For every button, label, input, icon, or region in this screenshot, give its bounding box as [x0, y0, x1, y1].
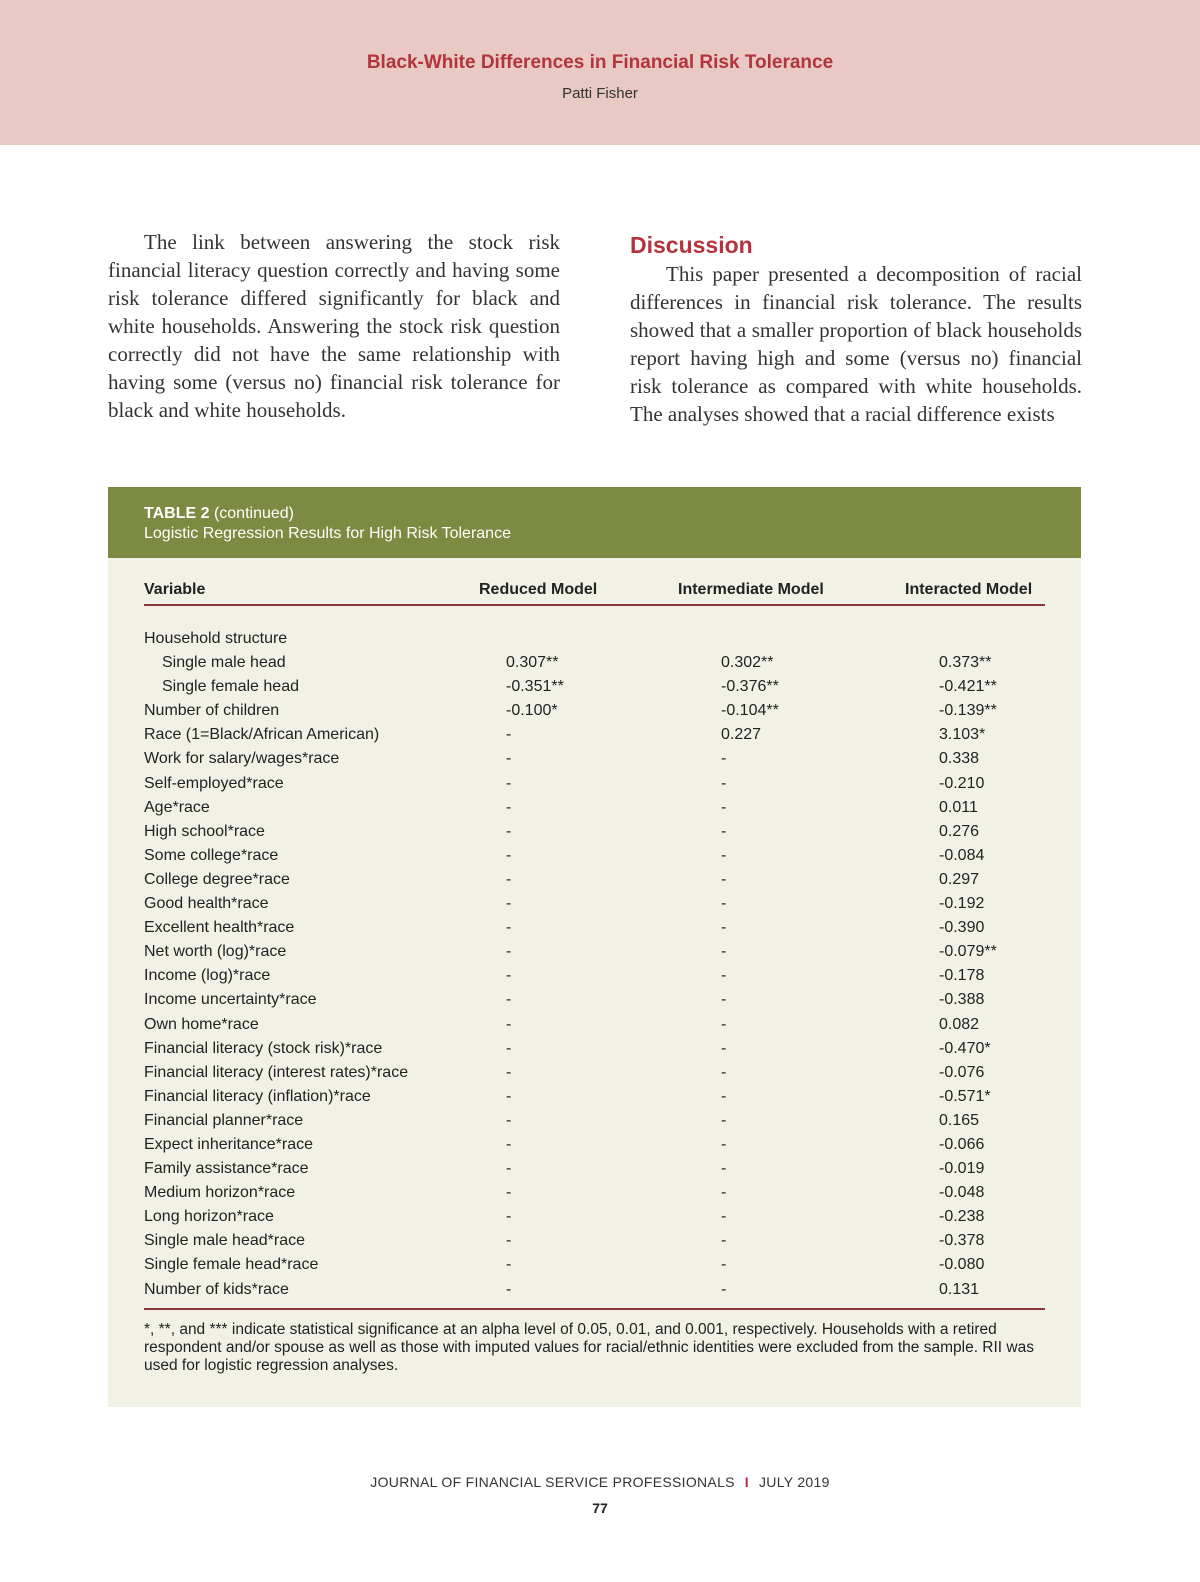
cell-intermediate-model: -	[721, 1015, 727, 1033]
cell-reduced-model: -	[506, 1063, 512, 1081]
cell-intermediate-model: -	[721, 750, 727, 768]
cell-interacted-model: -0.079**	[939, 943, 997, 961]
cell-interacted-model: -0.388	[939, 991, 985, 1009]
cell-intermediate-model: -	[721, 895, 727, 913]
cell-interacted-model: -0.421**	[939, 678, 997, 696]
cell-reduced-model: -	[506, 1232, 512, 1250]
cell-interacted-model: -0.238	[939, 1208, 985, 1226]
cell-reduced-model: -0.100*	[506, 702, 558, 720]
table-row	[108, 820, 1081, 844]
cell-variable: Financial planner*race	[144, 1111, 304, 1129]
cell-variable: Work for salary/wages*race	[144, 750, 340, 768]
cell-variable: College degree*race	[144, 870, 290, 888]
cell-intermediate-model: -	[721, 1208, 727, 1226]
cell-reduced-model: -	[506, 870, 512, 888]
cell-interacted-model: 0.338	[939, 750, 980, 768]
table-row	[108, 1109, 1081, 1133]
table-row	[108, 1229, 1081, 1253]
cell-intermediate-model: -	[721, 1063, 727, 1081]
cell-reduced-model: -	[506, 1280, 512, 1298]
cell-interacted-model: -0.571*	[939, 1087, 991, 1105]
table-row	[108, 723, 1081, 747]
cell-interacted-model: -0.178	[939, 967, 985, 985]
table-row	[108, 940, 1081, 964]
body-paragraph: This paper presented a decomposition of racial differences in financial risk tolerance. The results showed that a smaller proportion of black households report having high and some (versus no) financial risk tolerance as compared with white households. The analyses showed that a racial difference exists	[630, 262, 1082, 426]
cell-intermediate-model: -	[721, 1184, 727, 1202]
cell-intermediate-model: -	[721, 1135, 727, 1153]
cell-interacted-model: 0.011	[939, 798, 978, 816]
cell-reduced-model: -	[506, 750, 512, 768]
cell-reduced-model: -	[506, 1256, 512, 1274]
cell-interacted-model: -0.139**	[939, 702, 997, 720]
cell-interacted-model: 0.297	[939, 870, 980, 888]
issue-date: JULY 2019	[759, 1474, 830, 1490]
cell-interacted-model: -0.390	[939, 919, 985, 937]
cell-reduced-model: -	[506, 1160, 512, 1178]
cell-variable: Net worth (log)*race	[144, 943, 287, 961]
table-2	[108, 487, 1081, 1407]
cell-intermediate-model: -	[721, 991, 727, 1009]
cell-variable: Household structure	[144, 630, 288, 647]
cell-variable: Long horizon*race	[144, 1208, 274, 1226]
table-row	[108, 1013, 1081, 1037]
cell-reduced-model: -	[506, 1208, 512, 1226]
table-caption: Logistic Regression Results for High Risk Tolerance	[144, 525, 511, 542]
cell-reduced-model: -	[506, 1039, 512, 1057]
table-row	[108, 1085, 1081, 1109]
cell-interacted-model: 0.373**	[939, 654, 992, 672]
cell-interacted-model: 0.131	[939, 1280, 980, 1298]
cell-intermediate-model: -	[721, 798, 727, 816]
table-row	[108, 772, 1081, 796]
article-author: Patti Fisher	[562, 85, 638, 102]
cell-variable: Single female head	[162, 678, 299, 696]
cell-intermediate-model: -	[721, 1087, 727, 1105]
cell-interacted-model: -0.192	[939, 895, 985, 913]
cell-intermediate-model: 0.227	[721, 726, 762, 744]
table-caption-bar	[108, 487, 1081, 558]
cell-interacted-model: 0.165	[939, 1111, 980, 1129]
cell-variable: Self-employed*race	[144, 774, 284, 792]
table-row	[108, 796, 1081, 820]
cell-intermediate-model: -	[721, 919, 727, 937]
cell-intermediate-model: -	[721, 967, 727, 985]
table-row	[108, 892, 1081, 916]
cell-variable: Single female head*race	[144, 1256, 319, 1274]
cell-interacted-model: 0.276	[939, 822, 980, 840]
cell-reduced-model: -	[506, 1015, 512, 1033]
body-paragraph: The link between answering the stock risk financial literacy question correctly and having some risk tolerance differed significantly for black and white households. Answering the stock risk question correctly did not have the same relationship with having some (versus no) financial risk tolerance for black and white households.	[108, 230, 560, 422]
table-row	[108, 964, 1081, 988]
cell-interacted-model: -0.048	[939, 1184, 985, 1202]
cell-interacted-model: -0.084	[939, 846, 985, 864]
cell-reduced-model: -	[506, 991, 512, 1009]
right-column	[630, 228, 1082, 426]
cell-reduced-model: -	[506, 846, 512, 864]
cell-intermediate-model: -	[721, 1039, 727, 1057]
table-row	[108, 1205, 1081, 1229]
cell-intermediate-model: -	[721, 943, 727, 961]
cell-variable: Race (1=Black/African American)	[144, 726, 380, 744]
table-label-note: (continued)	[213, 505, 294, 522]
cell-intermediate-model: -	[721, 774, 727, 792]
cell-interacted-model: -0.019	[939, 1160, 985, 1178]
cell-reduced-model: 0.307**	[506, 654, 559, 672]
cell-reduced-model: -	[506, 1111, 512, 1129]
cell-interacted-model: 0.082	[939, 1015, 980, 1033]
cell-reduced-model: -	[506, 774, 512, 792]
footer-rule	[144, 1308, 1045, 1310]
cell-intermediate-model: -	[721, 1256, 727, 1274]
column-header-intermediate-model: Intermediate Model	[678, 581, 824, 598]
table-row	[108, 1061, 1081, 1085]
cell-variable: Excellent health*race	[144, 919, 295, 937]
cell-variable: Family assistance*race	[144, 1160, 309, 1178]
cell-reduced-model: -	[506, 1087, 512, 1105]
cell-reduced-model: -	[506, 943, 512, 961]
cell-reduced-model: -	[506, 895, 512, 913]
cell-variable: Financial literacy (stock risk)*race	[144, 1039, 383, 1057]
table-label: TABLE 2	[144, 505, 210, 522]
cell-variable: Single male head	[162, 654, 286, 672]
cell-interacted-model: 3.103*	[939, 726, 986, 744]
article-title: Black-White Differences in Financial Risk Tolerance	[366, 52, 834, 73]
journal-name: JOURNAL OF FINANCIAL SERVICE PROFESSIONALS	[370, 1474, 735, 1490]
left-column	[108, 228, 560, 424]
page-number: 77	[592, 1500, 608, 1516]
cell-intermediate-model: -	[721, 1232, 727, 1250]
table-body	[108, 627, 1081, 1302]
table-row	[108, 1253, 1081, 1277]
cell-variable: Expect inheritance*race	[144, 1135, 313, 1153]
table-row	[108, 1181, 1081, 1205]
cell-variable: Income (log)*race	[144, 967, 271, 985]
table-row	[108, 747, 1081, 771]
cell-interacted-model: -0.076	[939, 1063, 985, 1081]
cell-reduced-model: -	[506, 798, 512, 816]
running-header	[0, 0, 1200, 145]
cell-variable: Single male head*race	[144, 1232, 305, 1250]
cell-reduced-model: -	[506, 967, 512, 985]
cell-interacted-model: -0.378	[939, 1232, 985, 1250]
table-row	[108, 699, 1081, 723]
body-paragraph-container	[630, 260, 1082, 426]
cell-variable: Number of children	[144, 702, 280, 720]
table-footnote: *, **, and *** indicate statistical significance at an alpha level of 0.05, 0.01, and 0.001, respectively. Households with a retired respondent and/or spouse as well as those with imputed values for racial/ethnic identities were excluded from the sample. RII was used for logistic regression analyses.	[144, 1321, 1034, 1374]
column-header-reduced-model: Reduced Model	[479, 581, 598, 598]
cell-variable: Financial literacy (inflation)*race	[144, 1087, 371, 1105]
cell-intermediate-model: -	[721, 846, 727, 864]
cell-intermediate-model: -	[721, 870, 727, 888]
cell-reduced-model: -	[506, 1135, 512, 1153]
cell-reduced-model: -	[506, 726, 512, 744]
table-row	[108, 1278, 1081, 1302]
table-row	[108, 916, 1081, 940]
table-row	[108, 1037, 1081, 1061]
header-rule	[144, 604, 1045, 606]
cell-intermediate-model: -	[721, 1160, 727, 1178]
cell-reduced-model: -0.351**	[506, 678, 564, 696]
cell-variable: Medium horizon*race	[144, 1184, 296, 1202]
cell-interacted-model: -0.066	[939, 1135, 985, 1153]
cell-intermediate-model: -	[721, 1280, 727, 1298]
table-row	[108, 868, 1081, 892]
cell-intermediate-model: -	[721, 1111, 727, 1129]
column-header-variable: Variable	[144, 581, 206, 598]
table-row	[108, 1157, 1081, 1181]
table-row	[108, 844, 1081, 868]
cell-interacted-model: -0.210	[939, 774, 985, 792]
cell-variable: Income uncertainty*race	[144, 991, 317, 1009]
table-row	[108, 988, 1081, 1012]
cell-reduced-model: -	[506, 822, 512, 840]
cell-interacted-model: -0.080	[939, 1256, 985, 1274]
cell-reduced-model: -	[506, 919, 512, 937]
cell-interacted-model: -0.470*	[939, 1039, 991, 1057]
table-row	[108, 627, 1081, 651]
cell-variable: High school*race	[144, 822, 265, 840]
cell-intermediate-model: -0.376**	[721, 678, 779, 696]
table-row	[108, 675, 1081, 699]
cell-intermediate-model: 0.302**	[721, 654, 774, 672]
cell-variable: Own home*race	[144, 1015, 259, 1033]
page-footer	[0, 1474, 1200, 1490]
cell-variable: Age*race	[144, 798, 210, 816]
cell-variable: Good health*race	[144, 895, 269, 913]
cell-intermediate-model: -	[721, 822, 727, 840]
cell-variable: Number of kids*race	[144, 1280, 289, 1298]
section-heading-discussion: Discussion	[630, 232, 753, 258]
footer-separator: I	[744, 1474, 749, 1490]
table-row	[108, 1133, 1081, 1157]
cell-variable: Financial literacy (interest rates)*race	[144, 1063, 409, 1081]
cell-intermediate-model: -0.104**	[721, 702, 779, 720]
column-header-interacted-model: Interacted Model	[905, 581, 1033, 598]
cell-reduced-model: -	[506, 1184, 512, 1202]
cell-variable: Some college*race	[144, 846, 279, 864]
table-row	[108, 651, 1081, 675]
